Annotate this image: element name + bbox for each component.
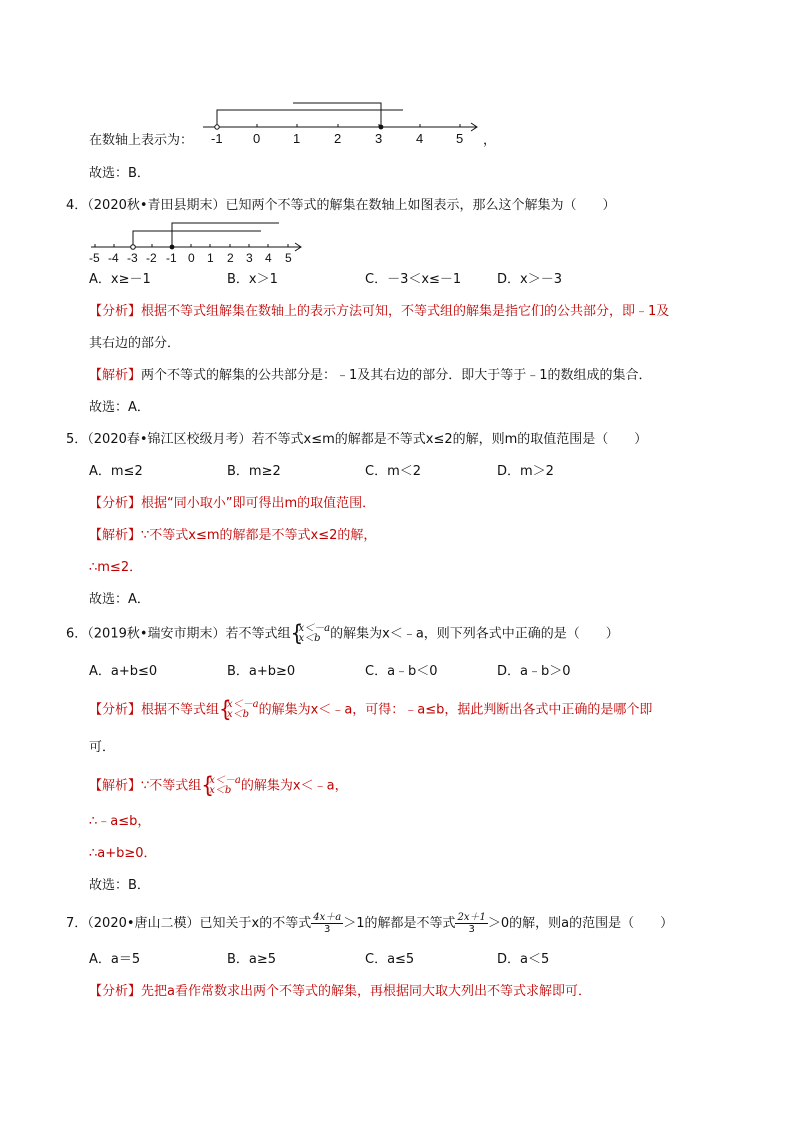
tick-label: -3 xyxy=(127,251,138,264)
option-d: D．a﹣b＞0 xyxy=(497,664,571,679)
option-a: A．x≥－1 xyxy=(89,272,151,287)
question-4-stem: 4．（2020秋•青田县期末）已知两个不等式的解集在数轴上如图表示，那么这个解集为（ ） xyxy=(66,198,616,213)
analysis-tag: 【分析】 xyxy=(89,304,142,319)
system-row: x＜b xyxy=(209,785,232,796)
option-a: A．a+b≤0 xyxy=(89,664,158,679)
solution xyxy=(89,366,652,386)
option-d: D．m＞2 xyxy=(497,464,554,479)
question-6-stem xyxy=(66,619,619,647)
tick-label: -1 xyxy=(211,131,223,146)
answer: 故选：A． xyxy=(89,400,150,415)
option-b: B．a+b≥0 xyxy=(227,664,296,679)
analysis xyxy=(89,302,669,322)
solution xyxy=(89,526,376,546)
option-c: C．a≤5 xyxy=(365,952,415,967)
tick-label: 1 xyxy=(293,131,301,146)
tick-label: 0 xyxy=(188,251,195,264)
solution xyxy=(89,771,348,799)
question-7-stem xyxy=(66,912,673,935)
fraction xyxy=(455,912,487,935)
solution-text: 两个不等式的解集的公共部分是：﹣1及其右边的部分．即大于等于﹣1的数组成的集合． xyxy=(141,368,652,383)
solution-text: ∵不等式x≤m的解都是不等式x≤2的解， xyxy=(141,528,377,543)
solution-pre: ∵不等式组 xyxy=(141,778,202,794)
analysis-tag: 【分析】 xyxy=(89,984,142,999)
stem-post: 的解集为x＜﹣a，则下列各式中正确的是（ ） xyxy=(330,626,619,642)
stem-pre: 6．（2019秋•瑞安市期末）若不等式组 xyxy=(66,626,291,642)
stem-pre: 7．（2020•唐山二模）已知关于x的不等式 xyxy=(66,916,312,931)
solution-tag: 【解析】 xyxy=(89,778,142,794)
question-5-stem: 5．（2020春•锦江区校级月考）若不等式x≤m的解都是不等式x≤2的解，则m的取值范围是（ ） xyxy=(66,432,648,447)
denominator: 3 xyxy=(468,924,475,935)
tick-label: 1 xyxy=(207,251,214,264)
option-b: B．a≥5 xyxy=(227,952,277,967)
analysis-post: 的解集为x＜﹣a，可得：﹣a≤b，据此判断出各式中正确的是哪个即 xyxy=(258,702,653,718)
tick-label: -5 xyxy=(89,251,100,264)
inequality-system: { x＜－a x＜b xyxy=(290,619,331,647)
solution-post: 的解集为x＜﹣a， xyxy=(240,778,348,794)
system-row: x＜－a xyxy=(209,775,241,786)
conclusion: ∴m≤2． xyxy=(89,560,143,575)
analysis-text: 根据“同小取小”即可得出m的取值范围． xyxy=(141,496,376,511)
tick-label: -2 xyxy=(146,251,157,264)
analysis-pre: 根据不等式组 xyxy=(141,702,220,718)
system-row: x＜－a xyxy=(298,623,331,634)
solution-tag: 【解析】 xyxy=(89,368,142,383)
system-row: x＜b xyxy=(298,633,321,644)
numerator: 2x＋1 xyxy=(457,912,486,923)
analysis-continued: 其右边的部分． xyxy=(89,336,181,351)
option-d: D．x＞－3 xyxy=(497,272,562,287)
option-c: C．a﹣b＜0 xyxy=(365,664,438,679)
option-a: A．m≤2 xyxy=(89,464,143,479)
tick-label: 5 xyxy=(285,251,292,264)
comma: ， xyxy=(483,133,497,148)
stem-mid: ＞1的解都是不等式 xyxy=(343,916,456,931)
tick-label: 5 xyxy=(456,131,464,146)
analysis-tag: 【分析】 xyxy=(89,702,142,718)
denominator: 3 xyxy=(324,924,331,935)
option-c: C．m＜2 xyxy=(365,464,422,479)
inequality-system: { x＜－a x＜b xyxy=(201,771,241,799)
numerator: 4x＋a xyxy=(313,912,342,923)
tick-label: 2 xyxy=(334,131,342,146)
answer-prev: 故选：B． xyxy=(89,166,150,181)
tick-label: 3 xyxy=(375,131,383,146)
analysis xyxy=(89,494,375,514)
tick-label: 0 xyxy=(253,131,261,146)
tick-label: 4 xyxy=(416,131,424,146)
option-d: D．a＜5 xyxy=(497,952,550,967)
analysis-text: 根据不等式组解集在数轴上的表示方法可知，不等式组的解集是指它们的公共部分，即﹣1及 xyxy=(141,304,670,319)
analysis xyxy=(89,695,653,723)
option-b: B．m≥2 xyxy=(227,464,281,479)
solution-step: ∴a+b≥0． xyxy=(89,846,157,861)
tick-label: -4 xyxy=(108,251,119,264)
tick-label: 4 xyxy=(265,251,272,264)
tick-label: 3 xyxy=(246,251,253,264)
analysis xyxy=(89,982,591,1002)
answer: 故选：B． xyxy=(89,878,150,893)
fraction xyxy=(311,912,343,935)
number-line-q4 xyxy=(89,214,309,264)
number-line-intro: 在数轴上表示为： xyxy=(89,133,194,148)
solution-tag: 【解析】 xyxy=(89,528,142,543)
number-line-top xyxy=(195,98,485,148)
analysis-text: 先把a看作常数求出两个不等式的解集，再根据同大取大列出不等式求解即可． xyxy=(141,984,591,999)
option-c: C．－3＜x≤－1 xyxy=(365,272,462,287)
option-b: B．x＞1 xyxy=(227,272,278,287)
tick-label: -1 xyxy=(166,251,177,264)
system-row: x＜－a xyxy=(227,699,259,710)
analysis-tag: 【分析】 xyxy=(89,496,142,511)
stem-post: ＞0的解，则a的范围是（ ） xyxy=(487,916,674,931)
answer: 故选：A． xyxy=(89,592,150,607)
option-a: A．a＝5 xyxy=(89,952,141,967)
tick-label: 2 xyxy=(227,251,234,264)
inequality-system: { x＜－a x＜b xyxy=(219,695,259,723)
solution-step: ∴﹣a≤b， xyxy=(89,814,151,829)
system-row: x＜b xyxy=(227,709,250,720)
analysis-continued: 可． xyxy=(89,740,116,755)
